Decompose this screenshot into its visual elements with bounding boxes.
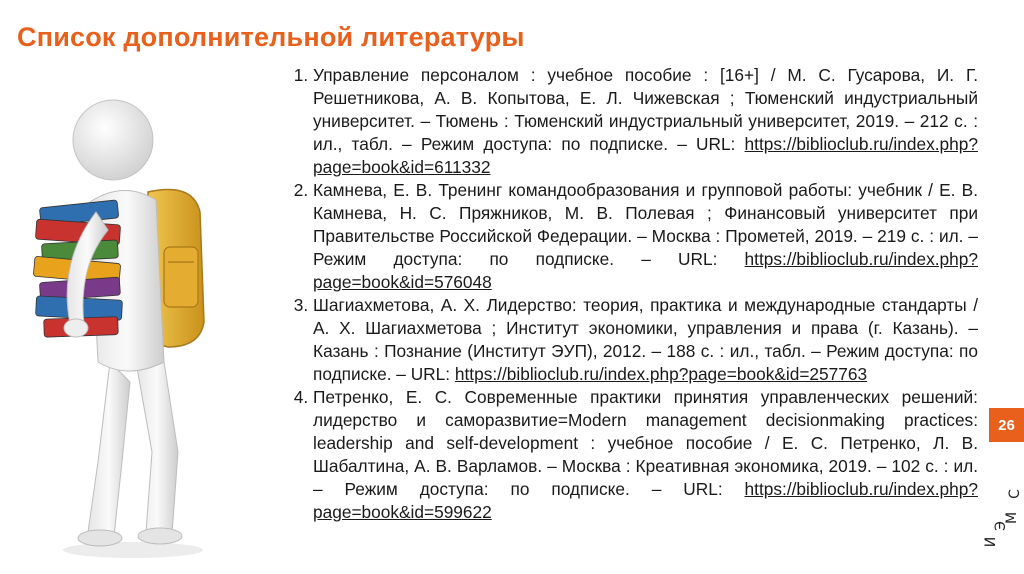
logo-letter: И <box>983 536 1000 548</box>
reference-text: Управление персоналом : учебное пособие : [16+] / М. С. Гусарова, И. Г. Решетникова, А. В. Копытова, Е. Л. Чижевская ; Тюменский индустриальный университет. – Тюмень : Тюменский индустриальный университет, 2019. – 212 с. : ил., табл. – Режим доступа: по подписке. – URL: <box>313 65 978 154</box>
logo-letter: М <box>1004 511 1021 525</box>
bibliography-list <box>282 64 978 524</box>
list-item <box>313 386 978 524</box>
reference-link[interactable]: https://biblioclub.ru/index.php?page=book&id=257763 <box>454 364 868 384</box>
side-logo <box>980 470 1024 570</box>
list-item <box>313 294 978 386</box>
reference-text: Петренко, Е. С. Современные практики принятия управленческих решений: лидерство и саморазвитие=Modern management decisionmaking practices: leadership and self-development : учебное пособие / Е. С. Петренко, Л. В. Шабалтина, А. В. Варламов. – Москва : Креативная экономика, 2019. – 102 с. : ил. – Режим доступа: по подписке. – URL: <box>313 387 978 499</box>
logo-letter: Э <box>992 521 1009 531</box>
reference-text: Камнева, Е. В. Тренинг командообразования и групповой работы: учебник / Е. В. Камнева, Н. С. Пряжников, М. В. Полевая ; Финансовый университет при Правительстве Российской Федерации. – Москва : Прометей, 2019. – 219 с. : ил. – Режим доступа: по подписке. – URL: <box>313 180 978 269</box>
reference-link[interactable]: https://biblioclub.ru/index.php?page=book&id=576048 <box>313 249 978 292</box>
logo-letter: С <box>1006 489 1023 499</box>
reference-link[interactable]: https://biblioclub.ru/index.php?page=book&id=599622 <box>313 479 978 522</box>
page-number-badge: 26 <box>989 408 1024 442</box>
list-item <box>313 179 978 294</box>
list-item <box>313 64 978 179</box>
person-carrying-books-with-backpack-icon <box>18 62 258 562</box>
slide-title: Список дополнительной литературы <box>17 22 525 52</box>
reference-link[interactable]: https://biblioclub.ru/index.php?page=book&id=611332 <box>313 134 978 177</box>
reference-text: Шагиахметова, А. Х. Лидерство: теория, практика и международные стандарты / А. Х. Шагиахметова ; Институт экономики, управления и права (г. Казань). – Казань : Познание (Институт ЭУП), 2012. – 188 с. : ил., табл. – Режим доступа: по подписке. – URL: <box>313 295 978 384</box>
